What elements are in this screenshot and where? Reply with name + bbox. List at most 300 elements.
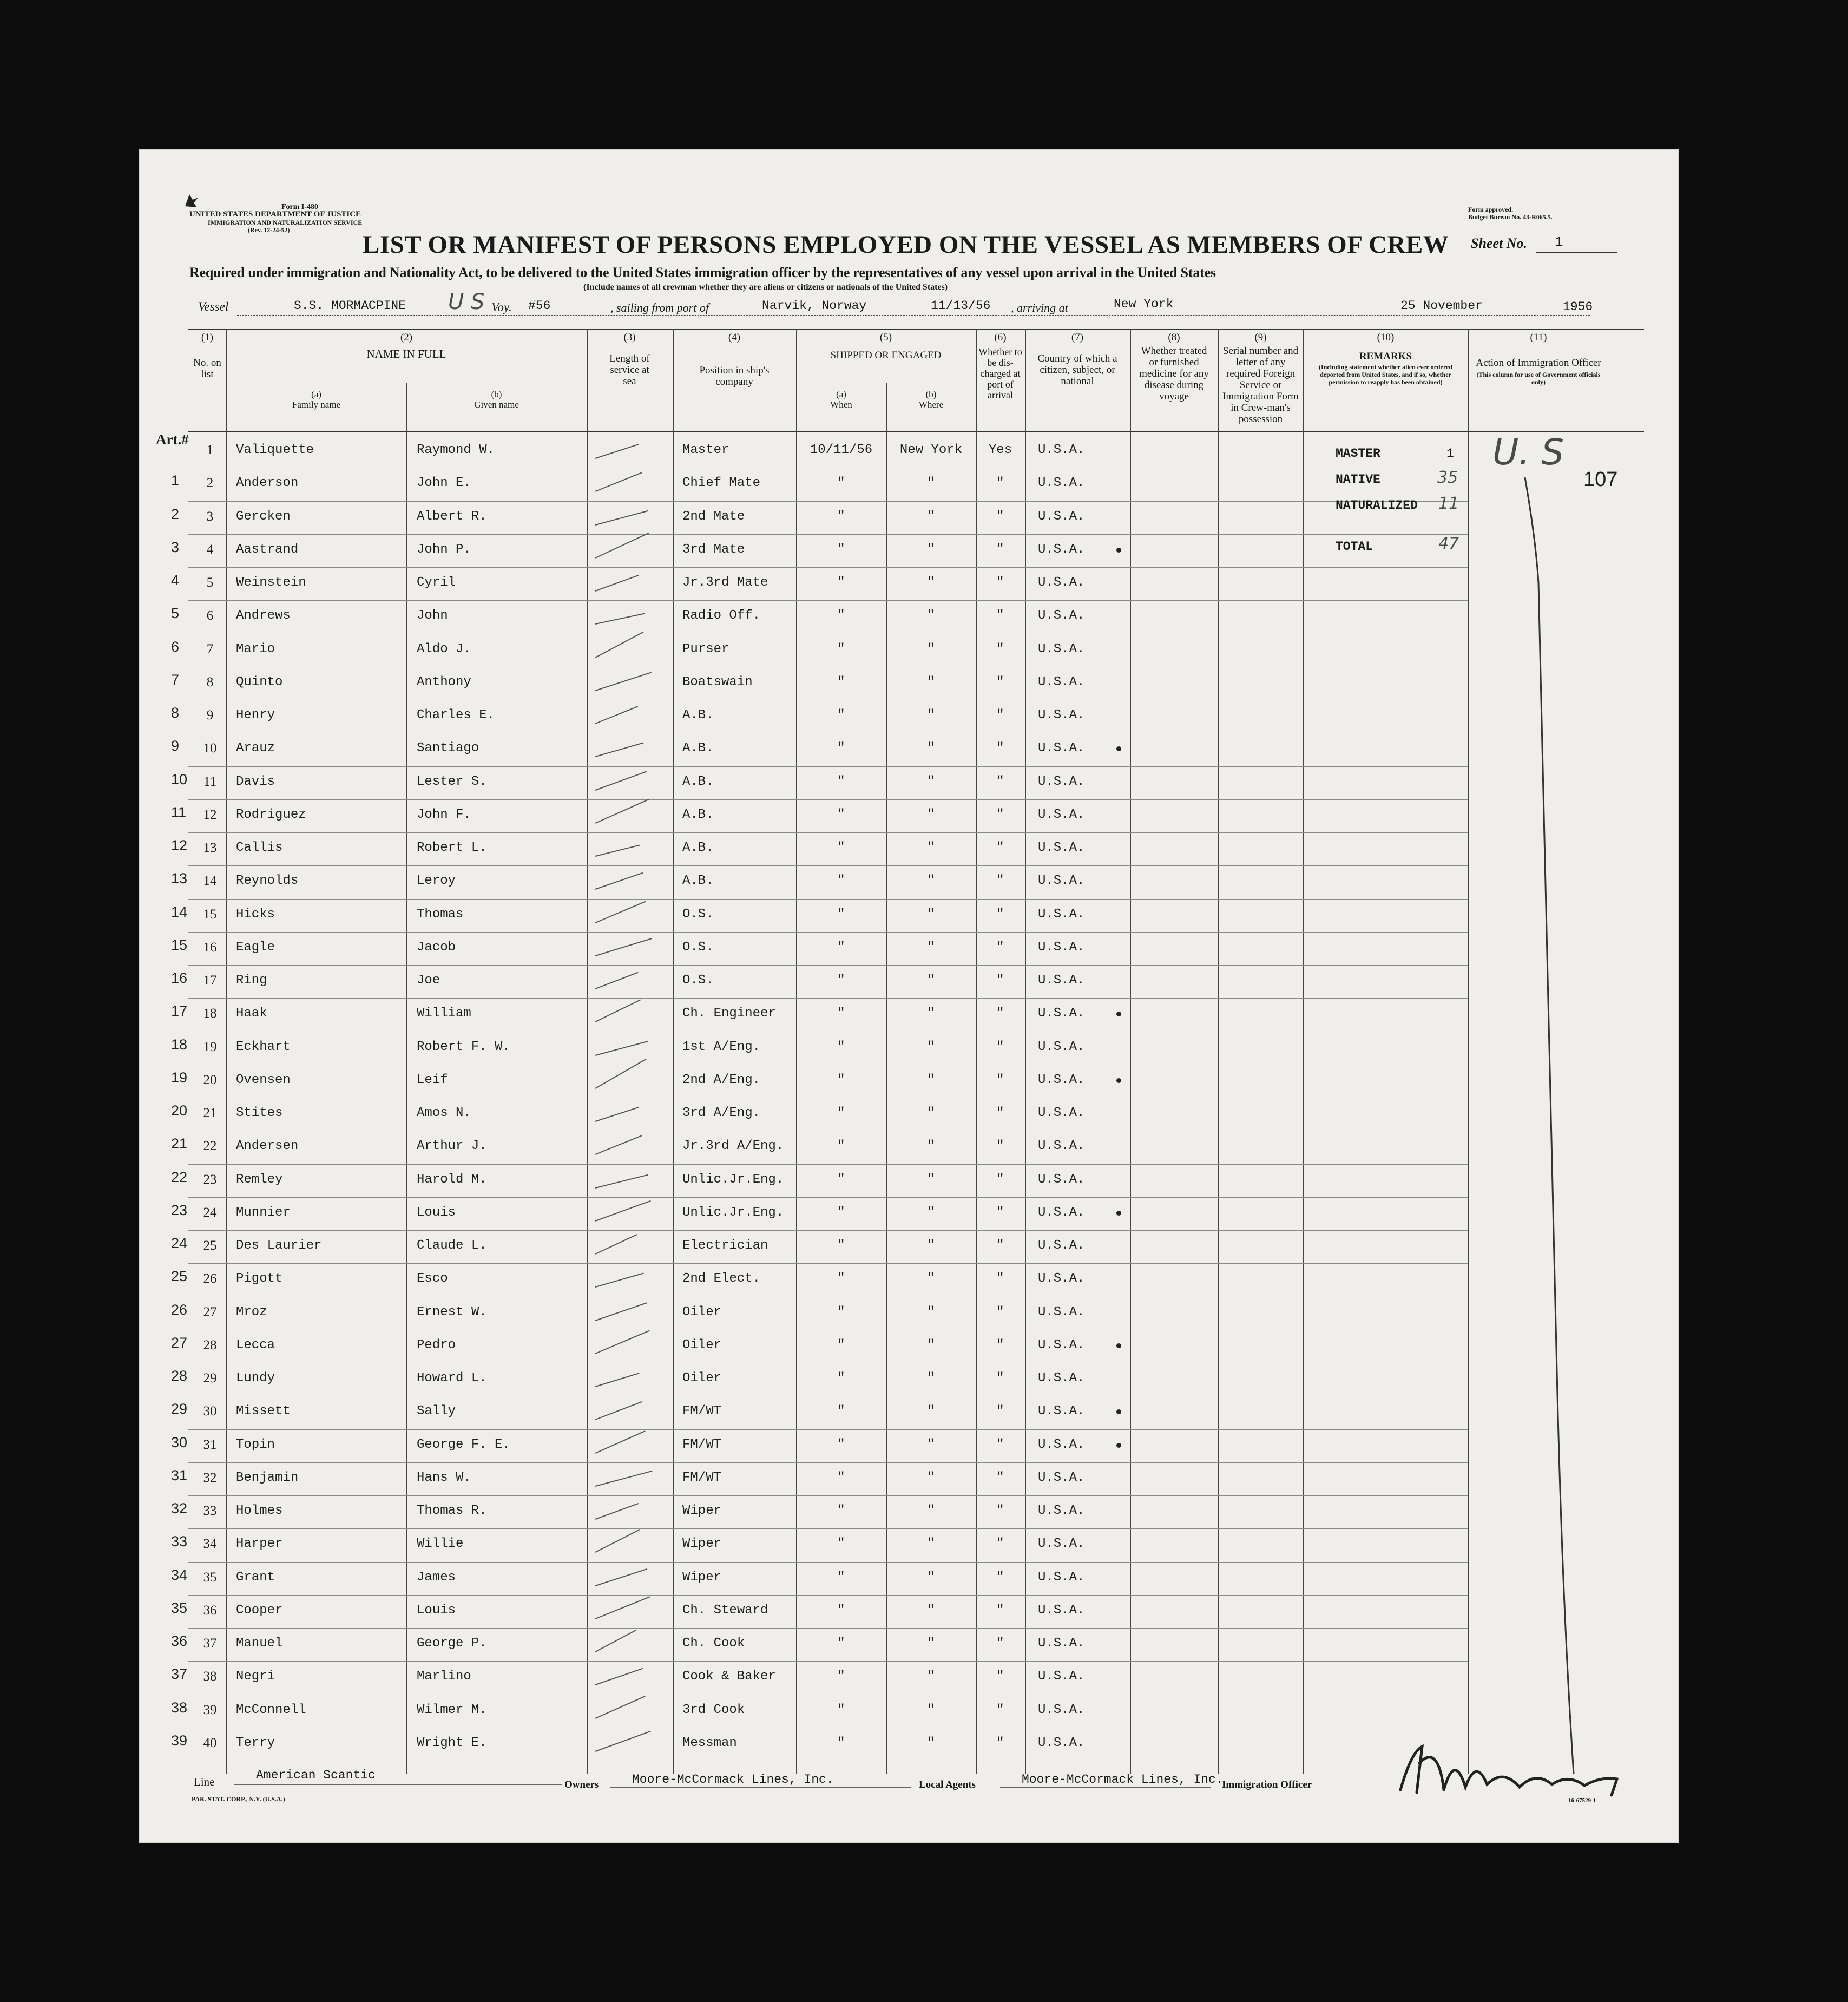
given-name: Thomas — [417, 907, 464, 922]
shipped-where: " — [927, 1337, 935, 1353]
row-number: 34 — [203, 1537, 217, 1552]
shipped-when: " — [837, 1735, 845, 1750]
position: Unlic.Jr.Eng. — [682, 1205, 784, 1220]
row-number: 29 — [203, 1371, 217, 1386]
family-name: Aastrand — [236, 542, 299, 557]
row-number: 6 — [206, 608, 214, 623]
country: U.S.A. — [1038, 1106, 1085, 1120]
art-number: 16 — [171, 970, 188, 986]
row-number: 35 — [203, 1570, 217, 1585]
row-number: 31 — [203, 1437, 217, 1452]
col-country: Country of which a citizen, subject, or national — [1037, 353, 1117, 387]
family-name: Henry — [236, 708, 275, 723]
position: 2nd Elect. — [682, 1271, 761, 1286]
table-row — [140, 1463, 1678, 1496]
table-row — [140, 1264, 1678, 1297]
given-name: Lester S. — [417, 774, 487, 789]
voyage-number: #56 — [528, 299, 551, 313]
given-name: Joe — [417, 973, 440, 988]
remarks-native-count: 35 — [1437, 468, 1458, 487]
service-tick-mark — [595, 1596, 650, 1619]
sailing-label: , sailing from port of — [610, 301, 709, 314]
art-number: 27 — [171, 1334, 188, 1351]
family-name: Stites — [236, 1106, 283, 1120]
col9-number: (9) — [1254, 332, 1267, 343]
shipped-where: " — [927, 509, 935, 524]
discharged: " — [996, 1106, 1004, 1120]
family-name: Eagle — [236, 940, 275, 955]
given-name: Claude L. — [417, 1238, 487, 1253]
discharged: " — [996, 1039, 1004, 1054]
row-number: 16 — [203, 940, 217, 955]
position: A.B. — [682, 841, 714, 855]
remarks-master-count: 1 — [1446, 447, 1454, 461]
position: A.B. — [682, 708, 714, 723]
shipped-when: " — [837, 1337, 845, 1353]
art-number: 24 — [171, 1235, 188, 1251]
remarks-native-label: NATIVE — [1336, 472, 1380, 487]
discharged: " — [996, 1072, 1004, 1087]
col1-number: (1) — [201, 332, 214, 343]
given-name: Robert L. — [417, 841, 487, 855]
country: U.S.A. — [1038, 1337, 1085, 1353]
art-number: 4 — [171, 572, 180, 588]
art-number: 20 — [171, 1102, 188, 1119]
country: U.S.A. — [1038, 608, 1085, 623]
art-number: 6 — [171, 638, 180, 655]
remarks-naturalized-label: NATURALIZED — [1336, 498, 1418, 513]
position: Master — [682, 443, 729, 457]
position: Boatswain — [682, 674, 753, 690]
given-name: John — [417, 608, 448, 623]
shipped-when: " — [837, 1304, 845, 1320]
arrival-date: 25 November — [1400, 299, 1483, 313]
shipped-where: " — [927, 575, 935, 590]
row-number: 7 — [206, 641, 214, 657]
service-tick-mark — [595, 472, 642, 492]
art-number: 15 — [171, 936, 188, 953]
discharged: " — [996, 841, 1004, 855]
discharged: " — [996, 1371, 1004, 1386]
family-name: McConnell — [236, 1702, 306, 1717]
country: U.S.A. — [1038, 1006, 1085, 1021]
country: U.S.A. — [1038, 1404, 1085, 1419]
shipped-when: " — [837, 874, 845, 889]
position: Wiper — [682, 1504, 722, 1518]
position: A.B. — [682, 874, 714, 889]
family-name: Lundy — [236, 1371, 275, 1386]
check-dot — [1116, 1012, 1121, 1016]
shipped-when: " — [837, 1371, 845, 1386]
owners-value: Moore-McCormack Lines, Inc. — [632, 1773, 834, 1787]
sheet-label: Sheet No. — [1471, 235, 1527, 251]
art-number: 37 — [171, 1666, 188, 1683]
table-row — [140, 667, 1678, 700]
table-row — [140, 1198, 1678, 1231]
action-handwritten-us: U. S — [1492, 431, 1564, 473]
service-tick-mark — [595, 1373, 640, 1387]
row-number: 13 — [203, 841, 217, 855]
discharged: " — [996, 1172, 1004, 1187]
family-name: Terry — [236, 1735, 275, 1750]
discharged: " — [996, 674, 1004, 690]
family-name: Lecca — [236, 1337, 275, 1353]
table-row — [140, 1131, 1678, 1164]
shipped-when: " — [837, 1006, 845, 1021]
table-row — [140, 866, 1678, 899]
table-row — [140, 833, 1678, 866]
shipped-when: " — [837, 1636, 845, 1651]
country: U.S.A. — [1038, 708, 1085, 723]
country: U.S.A. — [1038, 1570, 1085, 1585]
shipped-when: " — [837, 907, 845, 922]
service-tick-mark — [595, 1107, 639, 1122]
position: 3rd Cook — [682, 1702, 745, 1717]
family-name: Quinto — [236, 674, 283, 690]
discharged: " — [996, 641, 1004, 657]
discharged: " — [996, 1006, 1004, 1021]
position: 2nd Mate — [682, 509, 745, 524]
col4-number: (4) — [728, 332, 741, 343]
service-tick-mark — [595, 1630, 636, 1652]
country: U.S.A. — [1038, 807, 1085, 822]
form-stamp-mark — [184, 192, 199, 207]
position: A.B. — [682, 774, 714, 789]
row-number: 4 — [206, 542, 214, 557]
shipped-where: " — [927, 1636, 935, 1651]
service-tick-mark — [595, 1234, 637, 1255]
col-action-note: (This column for use of Government officials only) — [1476, 371, 1601, 386]
shipped-where: " — [927, 774, 935, 789]
shipped-when: " — [837, 1669, 845, 1684]
shipped-where: " — [927, 1702, 935, 1717]
country: U.S.A. — [1038, 674, 1085, 690]
family-name: Reynolds — [236, 874, 299, 889]
row-number: 2 — [206, 476, 214, 491]
col-serial-number: Serial number and letter of any required Foreign Service or Immigration Form in Crew-man's possession — [1222, 345, 1299, 425]
row-number: 28 — [203, 1337, 217, 1353]
form-revision: (Rev. 12-24-52) — [248, 226, 290, 234]
country: U.S.A. — [1038, 1238, 1085, 1253]
col6-number: (6) — [994, 332, 1007, 343]
art-number: 14 — [171, 903, 188, 920]
service-tick-mark — [595, 1668, 643, 1685]
service-tick-mark — [595, 1471, 653, 1487]
given-name: Wilmer M. — [417, 1702, 487, 1717]
art-number: 22 — [171, 1169, 188, 1185]
discharged: " — [996, 807, 1004, 822]
shipped-where: " — [927, 1537, 935, 1552]
position: Jr.3rd A/Eng. — [682, 1139, 784, 1154]
shipped-where: " — [927, 1072, 935, 1087]
col10-number: (10) — [1377, 332, 1395, 343]
position: Chief Mate — [682, 476, 761, 491]
service-tick-mark — [595, 938, 652, 956]
family-name: Remley — [236, 1172, 283, 1187]
shipped-when: " — [837, 1271, 845, 1286]
family-name: Cooper — [236, 1603, 283, 1618]
art-number: 23 — [171, 1202, 188, 1218]
shipped-where: " — [927, 1504, 935, 1518]
country: U.S.A. — [1038, 841, 1085, 855]
table-row — [140, 601, 1678, 634]
given-name: Marlino — [417, 1669, 471, 1684]
col-remarks: REMARKS — [1359, 351, 1412, 362]
shipped-when: " — [837, 575, 845, 590]
shipped-when: " — [837, 841, 845, 855]
position: Messman — [682, 1735, 737, 1750]
position: 3rd Mate — [682, 542, 745, 557]
given-name: Hans W. — [417, 1470, 471, 1485]
vessel-handwritten: U S — [448, 290, 485, 314]
country: U.S.A. — [1038, 1470, 1085, 1485]
family-name: Arauz — [236, 741, 275, 756]
officer-signature — [1395, 1741, 1633, 1803]
art-number: 31 — [171, 1467, 188, 1484]
art-number: 29 — [171, 1401, 188, 1417]
art-number: 39 — [171, 1732, 188, 1749]
art-number: 28 — [171, 1368, 188, 1384]
col11-number: (11) — [1530, 332, 1547, 343]
country: U.S.A. — [1038, 1139, 1085, 1154]
discharged: " — [996, 1735, 1004, 1750]
discharged: " — [996, 1238, 1004, 1253]
table-row — [140, 800, 1678, 833]
family-name: Gercken — [236, 509, 291, 524]
shipped-where: New York — [899, 443, 963, 457]
shipped-when: 10/11/56 — [810, 443, 873, 457]
discharged: " — [996, 774, 1004, 789]
art-number: 34 — [171, 1566, 188, 1583]
shipped-when: " — [837, 940, 845, 955]
shipped-when: " — [837, 807, 845, 822]
arrival-year: 1956 — [1563, 300, 1593, 314]
row-number: 12 — [203, 807, 217, 822]
shipped-where: " — [927, 1669, 935, 1684]
art-number: 21 — [171, 1135, 188, 1152]
country: U.S.A. — [1038, 741, 1085, 756]
shipped-where: " — [927, 874, 935, 889]
given-name: Ernest W. — [417, 1304, 487, 1320]
service-tick-mark — [595, 575, 639, 592]
art-number: 7 — [171, 671, 180, 688]
discharged: " — [996, 1603, 1004, 1618]
art-number: 36 — [171, 1633, 188, 1649]
manifest-sheet — [140, 150, 1678, 1842]
shipped-where: " — [927, 1139, 935, 1154]
country: U.S.A. — [1038, 641, 1085, 657]
shipped-when: " — [837, 641, 845, 657]
position: Ch. Cook — [682, 1636, 745, 1651]
family-name: Holmes — [236, 1504, 283, 1518]
row-number: 18 — [203, 1006, 217, 1021]
service-tick-mark — [595, 1529, 641, 1553]
table-row — [140, 900, 1678, 933]
country: U.S.A. — [1038, 1172, 1085, 1187]
shipped-when: " — [837, 1603, 845, 1618]
art-number: 1 — [171, 472, 180, 489]
given-name: John P. — [417, 542, 471, 557]
position: Ch. Steward — [682, 1603, 768, 1618]
remarks-naturalized-count: 11 — [1438, 494, 1459, 513]
service-tick-mark — [595, 510, 648, 525]
shipped-where: " — [927, 907, 935, 922]
family-name: Manuel — [236, 1636, 283, 1651]
row-number: 23 — [203, 1172, 217, 1187]
budget-bureau: Budget Bureau No. 43-R065.5. — [1468, 213, 1553, 221]
art-number: 30 — [171, 1434, 188, 1450]
service-tick-mark — [595, 1330, 650, 1354]
row-number: 20 — [203, 1072, 217, 1087]
position: Electrician — [682, 1238, 768, 1253]
country: U.S.A. — [1038, 476, 1085, 491]
family-name: Valiquette — [236, 443, 314, 457]
shipped-when: " — [837, 1106, 845, 1120]
family-name: Des Laurier — [236, 1238, 322, 1253]
row-number: 39 — [203, 1702, 217, 1717]
shipped-when: " — [837, 1039, 845, 1054]
family-name: Haak — [236, 1006, 267, 1021]
family-name: Anderson — [236, 476, 299, 491]
shipped-when: " — [837, 1404, 845, 1419]
row-number: 22 — [203, 1139, 217, 1154]
subtitle: Required under immigration and Nationality Act, to be delivered to the United States immigration officer by the representatives of any vessel upon arrival in the United States — [189, 265, 1216, 280]
country: U.S.A. — [1038, 1437, 1085, 1452]
position: A.B. — [682, 807, 714, 822]
given-name: Harold M. — [417, 1172, 487, 1187]
family-name: Andersen — [236, 1139, 299, 1154]
art-number: 11 — [171, 804, 187, 821]
discharged: " — [996, 1304, 1004, 1320]
family-name: Weinstein — [236, 575, 306, 590]
col-given-name: Given name — [474, 399, 519, 410]
position: Oiler — [682, 1304, 722, 1320]
service-tick-mark — [595, 533, 649, 559]
given-name: Albert R. — [417, 509, 487, 524]
discharged: " — [996, 608, 1004, 623]
country: U.S.A. — [1038, 874, 1085, 889]
shipped-when: " — [837, 1702, 845, 1717]
shipped-where: " — [927, 1603, 935, 1618]
art-number: 19 — [171, 1069, 188, 1086]
table-row — [140, 1629, 1678, 1662]
discharged: " — [996, 542, 1004, 557]
given-name: William — [417, 1006, 471, 1021]
check-dot — [1116, 1211, 1121, 1216]
col5a-number: (a) — [836, 389, 846, 399]
art-number: 13 — [171, 870, 188, 887]
check-dot — [1116, 746, 1121, 751]
position: O.S. — [682, 907, 714, 922]
shipped-where: " — [927, 1735, 935, 1750]
shipped-where: " — [927, 1039, 935, 1054]
form-service: IMMIGRATION AND NATURALIZATION SERVICE — [208, 219, 363, 226]
row-number: 14 — [203, 874, 217, 889]
table-row — [140, 1396, 1678, 1429]
line-label: Line — [194, 1775, 215, 1788]
art-label: Art.# — [156, 431, 189, 448]
service-tick-mark — [595, 1503, 639, 1520]
given-name: John E. — [417, 476, 471, 491]
art-number: 35 — [171, 1599, 188, 1616]
discharged: " — [996, 1437, 1004, 1452]
family-name: Topin — [236, 1437, 275, 1452]
given-name: Esco — [417, 1271, 448, 1286]
shipped-when: " — [837, 1205, 845, 1220]
position: Unlic.Jr.Eng. — [682, 1172, 784, 1187]
discharged: " — [996, 1537, 1004, 1552]
art-number: 3 — [171, 539, 180, 555]
arriving-port: New York — [1114, 297, 1174, 311]
col-no-on-list: No. on list — [193, 357, 221, 380]
shipped-when: " — [837, 741, 845, 756]
col3-number: (3) — [623, 332, 636, 343]
position: Oiler — [682, 1337, 722, 1353]
service-tick-mark — [595, 1568, 648, 1586]
country: U.S.A. — [1038, 1304, 1085, 1320]
printer-mark: PAR. STAT. CORP., N.Y. (U.S.A.) — [192, 1795, 285, 1803]
row-number: 25 — [203, 1238, 217, 1253]
shipped-when: " — [837, 608, 845, 623]
shipped-when: " — [837, 774, 845, 789]
given-name: Raymond W. — [417, 443, 495, 457]
col2b-number: (b) — [491, 389, 502, 399]
sailing-port: Narvik, Norway — [762, 299, 867, 313]
table-row — [140, 1363, 1678, 1396]
shipped-where: " — [927, 841, 935, 855]
row-number: 24 — [203, 1205, 217, 1220]
family-name: Rodriguez — [236, 807, 306, 822]
country: U.S.A. — [1038, 774, 1085, 789]
given-name: Thomas R. — [417, 1504, 487, 1518]
row-number: 33 — [203, 1504, 217, 1518]
country: U.S.A. — [1038, 1537, 1085, 1552]
service-tick-mark — [595, 901, 646, 923]
shipped-when: " — [837, 476, 845, 491]
service-tick-mark — [595, 844, 640, 857]
table-row — [140, 700, 1678, 733]
discharged: " — [996, 1404, 1004, 1419]
table-row — [140, 1596, 1678, 1629]
given-name: Santiago — [417, 741, 479, 756]
table-row — [140, 1231, 1678, 1264]
shipped-where: " — [927, 973, 935, 988]
art-number: 17 — [171, 1003, 188, 1020]
shipped-when: " — [837, 973, 845, 988]
given-name: Aldo J. — [417, 641, 471, 657]
given-name: James — [417, 1570, 456, 1585]
shipped-where: " — [927, 1304, 935, 1320]
position: Ch. Engineer — [682, 1006, 776, 1021]
col-family-name: Family name — [292, 399, 341, 410]
position: A.B. — [682, 741, 714, 756]
line-value: American Scantic — [256, 1768, 376, 1782]
shipped-where: " — [927, 1570, 935, 1585]
country: U.S.A. — [1038, 575, 1085, 590]
art-number: 5 — [171, 605, 180, 622]
shipped-where: " — [927, 807, 935, 822]
given-name: John F. — [417, 807, 471, 822]
country: U.S.A. — [1038, 1702, 1085, 1717]
row-number: 21 — [203, 1106, 217, 1120]
service-tick-mark — [595, 1000, 641, 1023]
service-tick-mark — [595, 771, 647, 790]
check-dot — [1116, 1443, 1121, 1448]
shipped-when: " — [837, 1172, 845, 1187]
row-number: 38 — [203, 1669, 217, 1684]
position: Wiper — [682, 1537, 722, 1552]
check-dot — [1116, 548, 1121, 553]
